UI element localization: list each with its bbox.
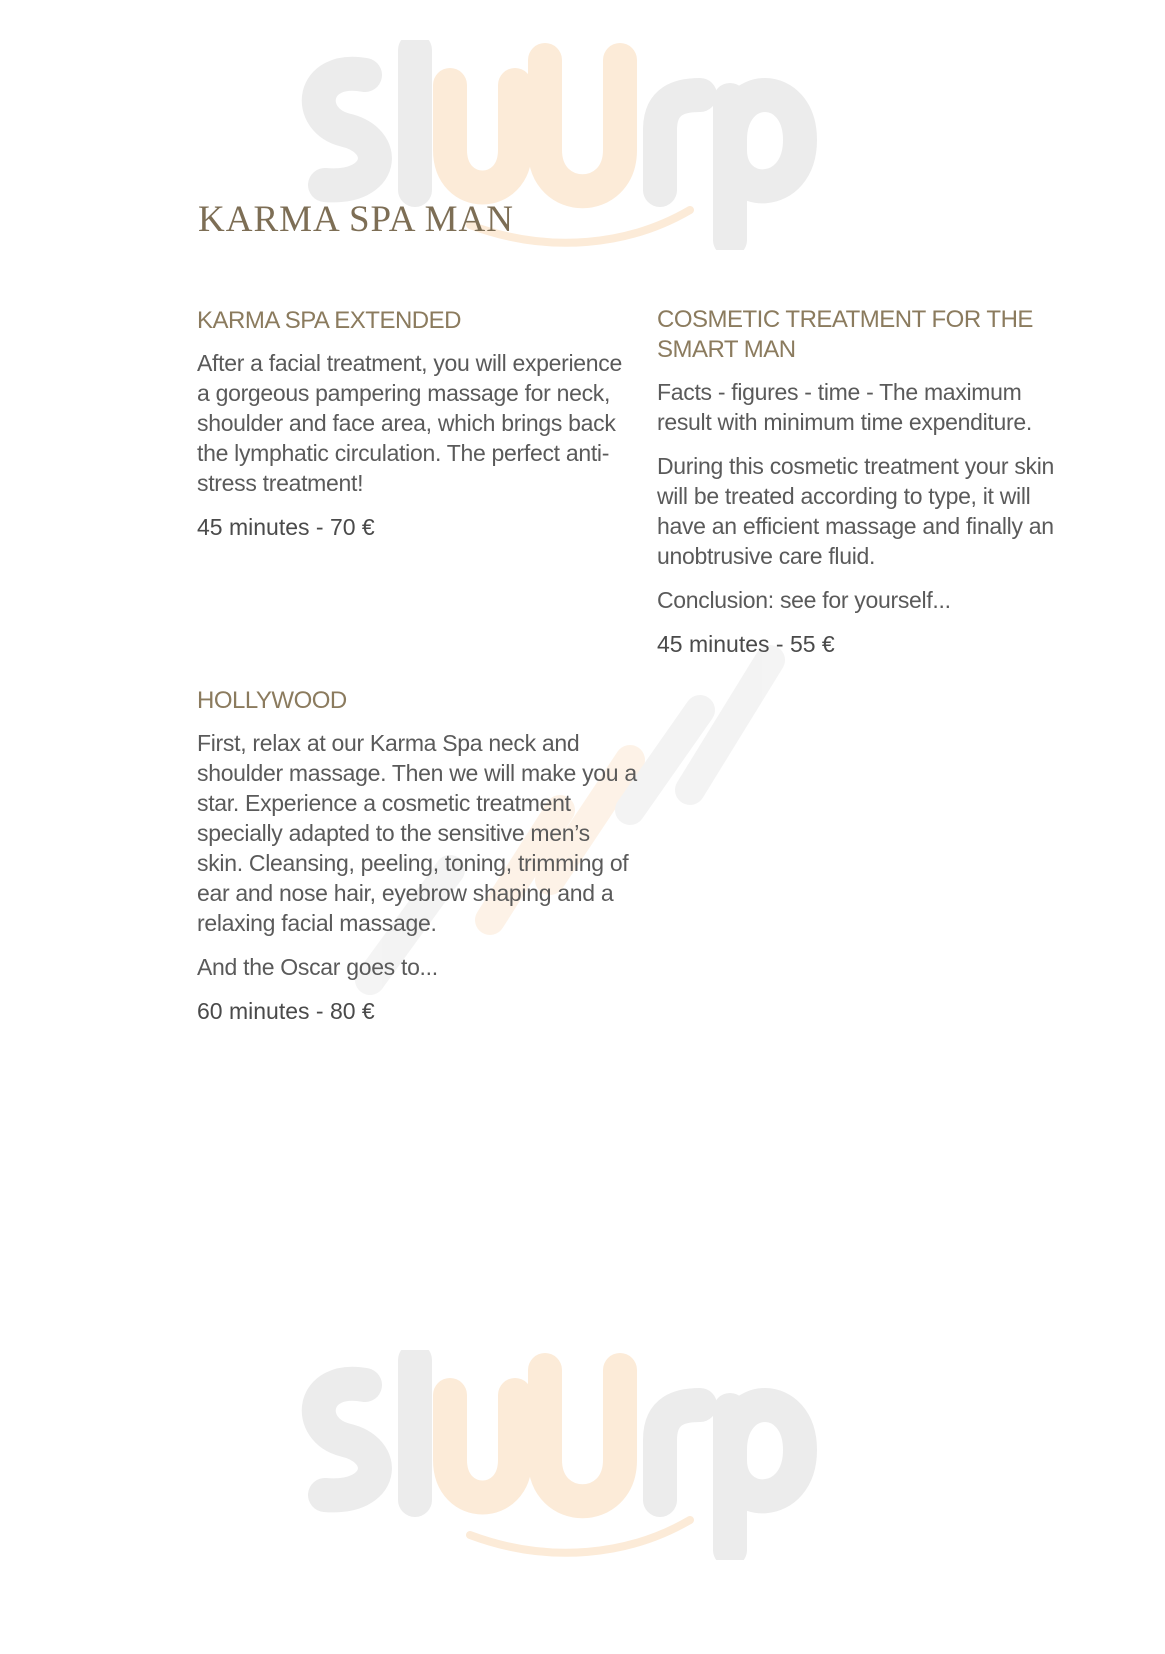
section-description: And the Oscar goes to... — [197, 954, 438, 980]
section-description: During this cosmetic treatment your skin will be treated according to type, it will have an efficient massage and finally an unobtrusive care fluid. — [657, 453, 1055, 569]
watermark-logo — [290, 1350, 850, 1560]
section-description: First, relax at our Karma Spa neck and shoulder massage. Then we will make you a star. Experience a cosmetic treatment specially adapted to the sensitive men’s skin. Cleansing, peeling, toning, trimming of ear and nose hair, eyebrow shaping and a relaxing facial massage. — [197, 730, 637, 936]
section-heading: KARMA SPA EXTENDED — [197, 307, 461, 334]
section-cosmetic-treatment — [657, 305, 1069, 659]
section-price: 60 minutes - 80 € — [197, 998, 375, 1024]
section-heading: HOLLYWOOD — [197, 687, 347, 714]
page-title: KARMA SPA MAN — [198, 199, 514, 240]
section-hollywood — [197, 686, 637, 1026]
section-price: 45 minutes - 70 € — [197, 514, 375, 540]
section-description: Facts - figures - time - The maximum result with minimum time expenditure. — [657, 379, 1032, 435]
section-description: Conclusion: see for yourself... — [657, 587, 951, 613]
section-price: 45 minutes - 55 € — [657, 631, 835, 657]
section-description: After a facial treatment, you will experience a gorgeous pampering massage for neck, shoulder and face area, which brings back the lymphatic circulation. The perfect anti-stress treatment! — [197, 350, 622, 496]
section-heading: COSMETIC TREATMENT FOR THE SMART MAN — [657, 306, 1033, 363]
section-karma-spa-extended — [197, 306, 627, 542]
